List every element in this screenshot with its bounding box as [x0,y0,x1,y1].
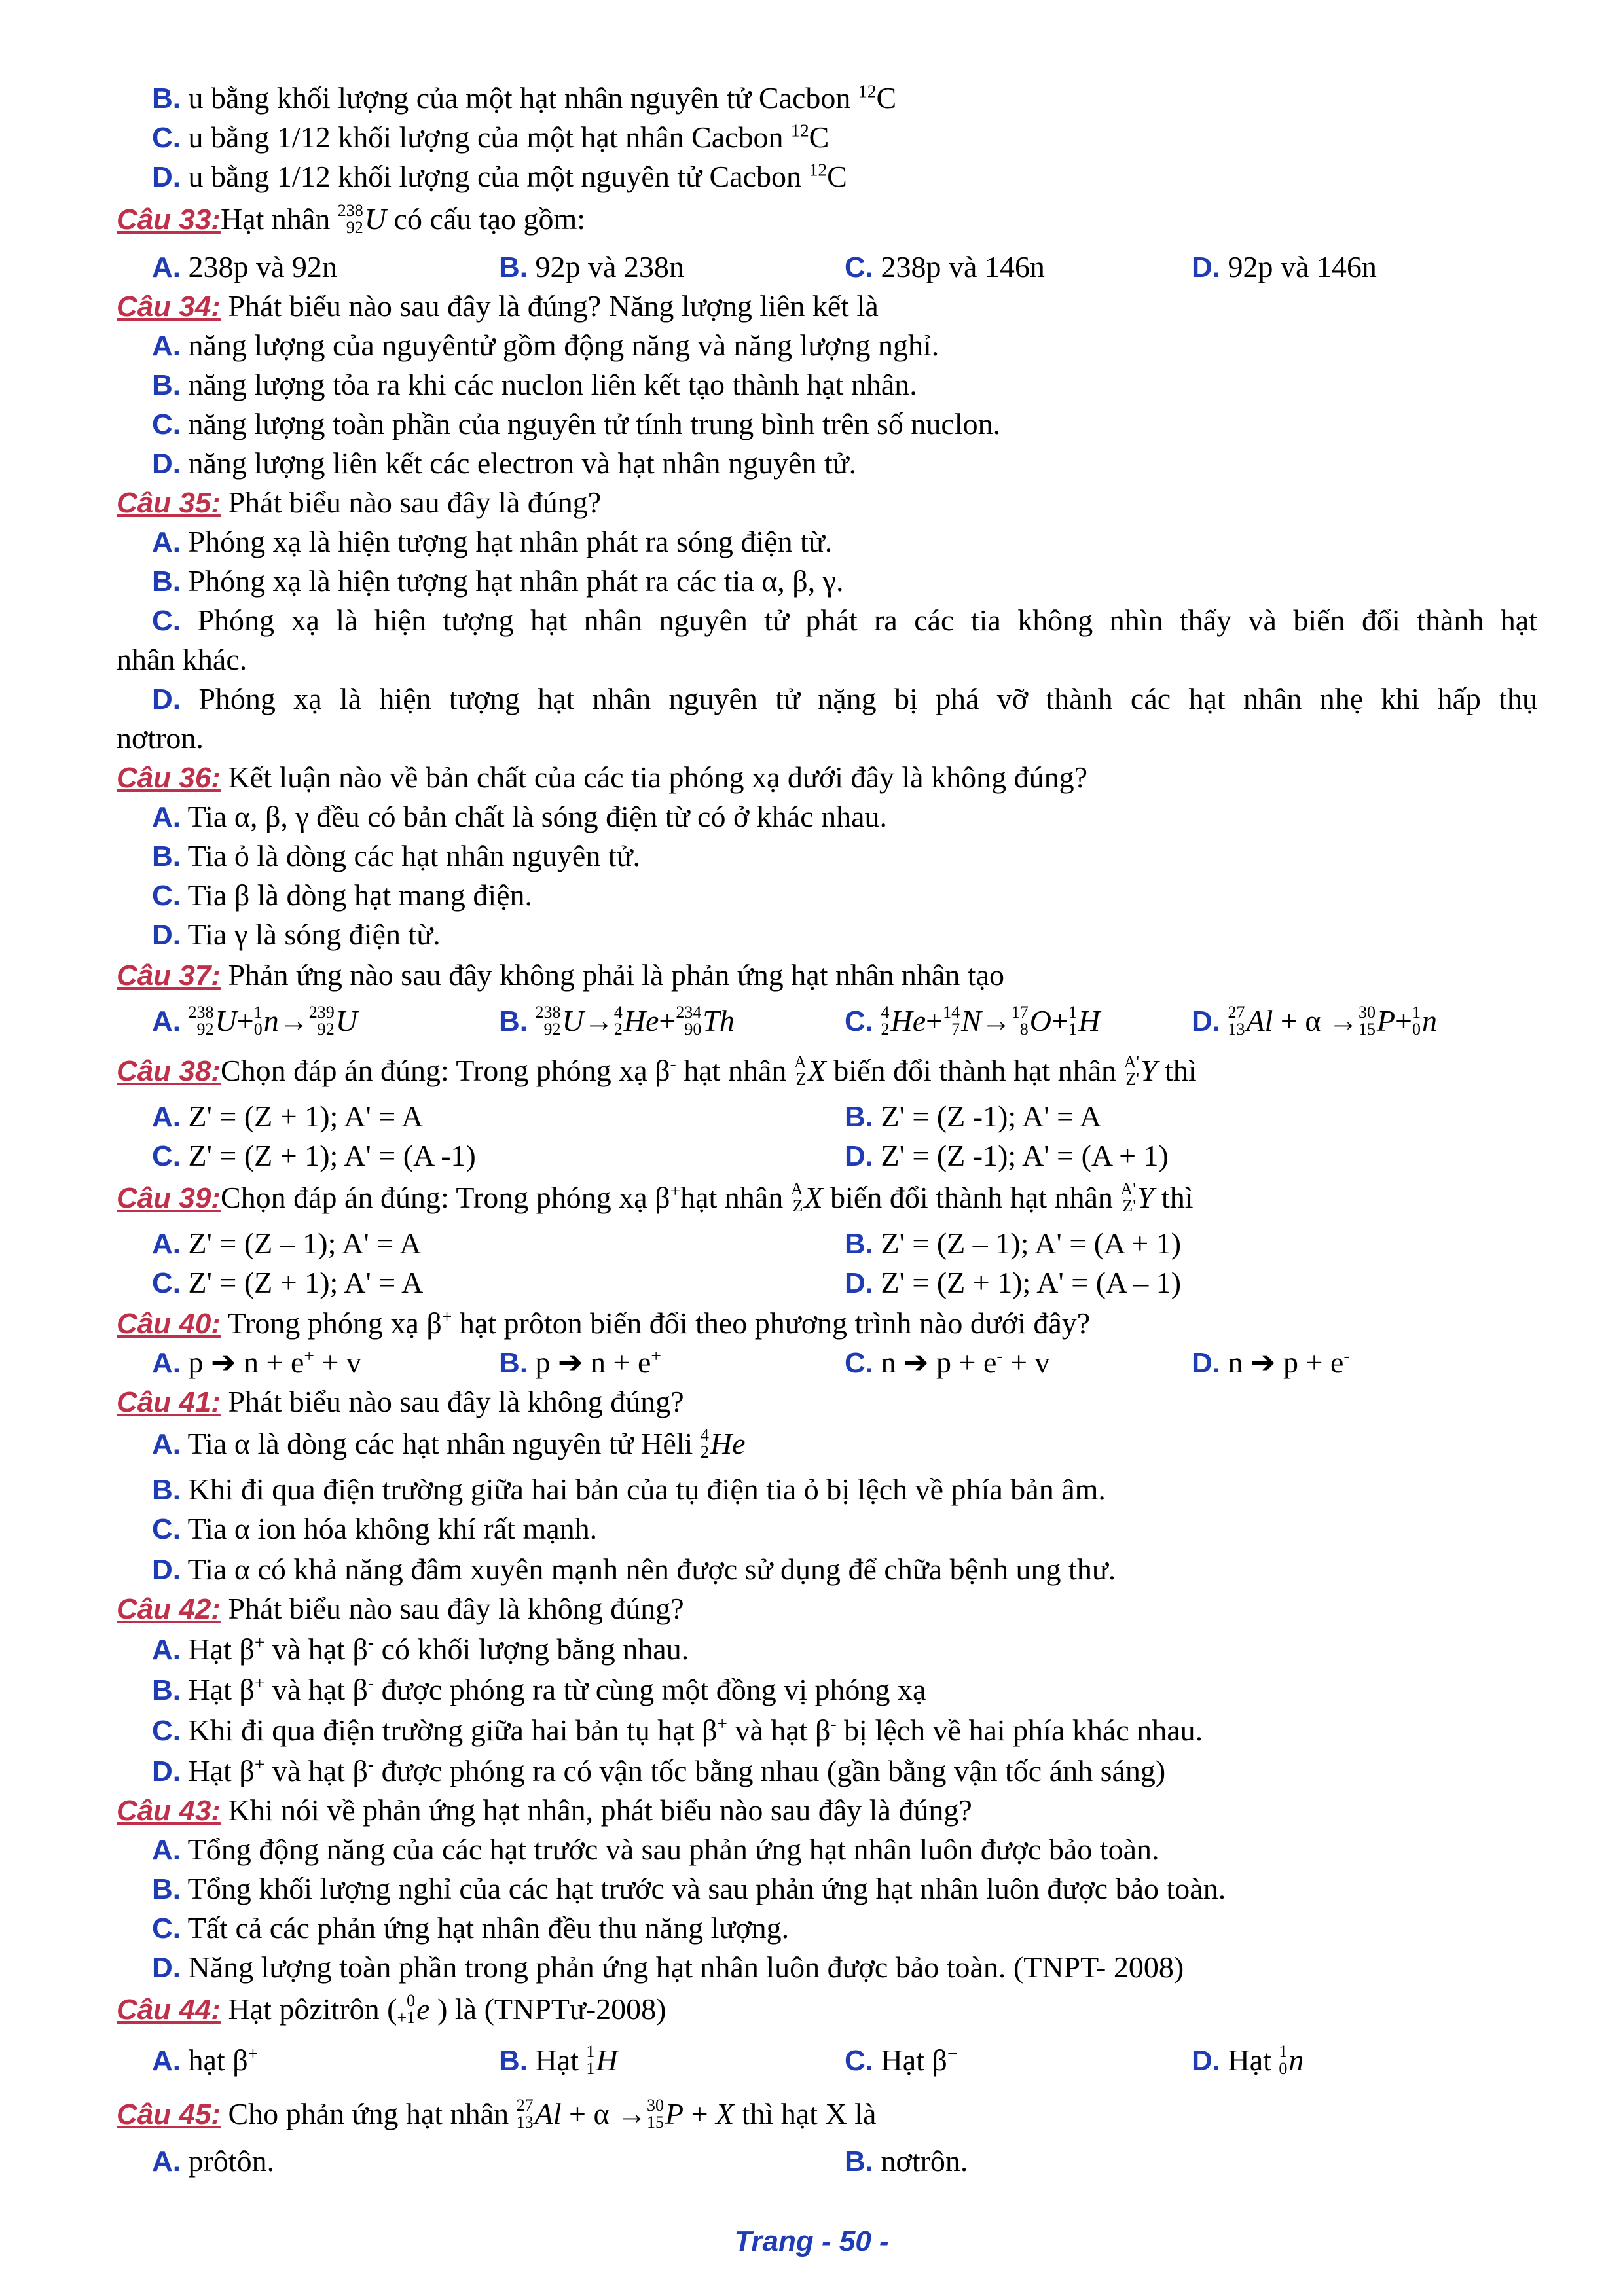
question-37: Câu 37: Phản ứng nào sau đây không phải là phản ứng hạt nhân nhân tạo [117,958,1005,992]
option-a: A. Hạt β+ và hạt β- có khối lượng bằng nhau. [152,1632,689,1666]
question-35: Câu 35: Phát biểu nào sau đây là đúng? [117,486,602,519]
option-b: B. nơtrôn. [845,2144,968,2178]
question-33: Câu 33:Hạt nhân 238 92 U có cấu tạo gồm: [117,200,585,240]
option-d: D. Hạt β+ và hạt β- được phóng ra có vận tốc bằng nhau (gần bằng vận tốc ánh sáng) [152,1753,1166,1787]
option-d: D. Z' = (Z + 1); A' = (A – 1) [845,1266,1182,1299]
option-b: B. Tổng khối lượng nghỉ của các hạt trước và sau phản ứng hạt nhân luôn được bảo toàn. [152,1872,1226,1905]
option-d: D. Năng lượng toàn phần trong phản ứng hạt nhân luôn được bảo toàn. (TNPT- 2008) [152,1950,1184,1984]
option-c: C. Hạt β− [845,2043,958,2077]
option-b: B. năng lượng tỏa ra khi các nuclon liên kết tạo thành hạt nhân. [152,368,917,401]
option-b: B. Z' = (Z -1); A' = A [845,1100,1102,1133]
option-b: B. u bằng khối lượng của một hạt nhân nguyên tử Cacbon $^{12}$C [152,81,897,115]
option-b: B. Tia ỏ là dòng các hạt nhân nguyên tử. [152,839,641,872]
option-a: A. p ➔ n + e+ + v [152,1345,361,1379]
option-c: C. Tất cả các phản ứng hạt nhân đều thu năng lượng. [152,1911,790,1945]
question-41: Câu 41: Phát biểu nào sau đây là không đúng? [117,1385,684,1418]
question-45: Câu 45: Cho phản ứng hạt nhân 27 13 Al + α → 30 15 P + X thì hạt X là [117,2096,877,2132]
nuclide-u238: 238 92 U [337,201,387,238]
option-a: A. prôtôn. [152,2144,275,2178]
option-d: D. Phóng xạ là hiện tượng hạt nhân nguyên tử nặng bị phá vỡ thành các hạt nhân nhẹ khi hấp thụ [152,682,1537,715]
option-b: B. Phóng xạ là hiện tượng hạt nhân phát ra các tia α, β, γ. [152,564,844,598]
option-d: D. 92p và 146n [1192,250,1377,283]
option-a: A. Tổng động năng của các hạt trước và sau phản ứng hạt nhân luôn được bảo toàn. [152,1833,1159,1866]
option-b: B. p ➔ n + e+ [499,1345,661,1379]
question-36: Câu 36: Kết luận nào về bản chất của các tia phóng xạ dưới đây là không đúng? [117,761,1087,794]
question-42: Câu 42: Phát biểu nào sau đây là không đúng? [117,1592,684,1625]
option-a: A. năng lượng của nguyêntử gồm động năng và năng lượng nghỉ. [152,329,939,362]
option-c: C. u bằng 1/12 khối lượng của một hạt nhân Cacbon $^{12}$C [152,120,830,154]
option-c: C. 4 2 He+ 14 7 N→ 17 8 O+ 1 1 H [845,1003,1101,1039]
option-c: C. năng lượng toàn phần của nguyên tử tính trung bình trên số nuclon. [152,407,1001,440]
option-c-continued: nhân khác. [117,643,247,676]
option-d: D. năng lượng liên kết các electron và hạt nhân nguyên tử. [152,446,857,480]
option-c: C. Phóng xạ là hiện tượng hạt nhân nguyên tử phát ra các tia không nhìn thấy và biến đổi thành hạt [152,603,1538,637]
question-34: Câu 34: Phát biểu nào sau đây là đúng? Năng lượng liên kết là [117,289,879,323]
question-40: Câu 40: Trong phóng xạ β+ hạt prôton biến đổi theo phương trình nào dưới đây? [117,1306,1091,1340]
option-c: C. n ➔ p + e- + v [845,1345,1050,1379]
option-d: D. Hạt 1 0 n [1192,2042,1304,2079]
option-d: D. Z' = (Z -1); A' = (A + 1) [845,1139,1169,1172]
option-a: A. Z' = (Z – 1); A' = A [152,1227,422,1260]
option-d-continued: nơtron. [117,721,204,755]
option-a: A. Tia α, β, γ đều có bản chất là sóng điện từ có ở khác nhau. [152,800,888,833]
question-44: Câu 44: Hạt pôzitrôn ( 0 +1 e ) là (TNPTư-2008) [117,1991,666,2028]
option-d: D. n ➔ p + e- [1192,1345,1350,1379]
option-a: A. Phóng xạ là hiện tượng hạt nhân phát ra sóng điện từ. [152,525,833,558]
question-38: Câu 38:Chọn đáp án đúng: Trong phóng xạ β- hạt nhân A Z X biến đổi thành hạt nhân A' Z' Y thì [117,1052,1197,1089]
option-d: D. Tia γ là sóng điện từ. [152,918,441,951]
option-d: D. u bằng 1/12 khối lượng của một nguyên tử Cacbon $^{12}$C [152,159,847,193]
option-c: C. Khi đi qua điện trường giữa hai bản tụ hạt β+ và hạt β- bị lệch về hai phía khác nhau. [152,1713,1203,1747]
option-c: C. Z' = (Z + 1); A' = (A -1) [152,1139,476,1172]
option-b: B. Hạt β+ và hạt β- được phóng ra từ cùng một đồng vị phóng xạ [152,1672,926,1706]
option-b: B. Z' = (Z – 1); A' = (A + 1) [845,1227,1182,1260]
option-b: B. 238 92 U→ 4 2 He+ 234 90 Th [499,1003,735,1039]
option-c: C. 238p và 146n [845,250,1045,283]
question-43: Câu 43: Khi nói về phản ứng hạt nhân, phát biểu nào sau đây là đúng? [117,1793,972,1827]
option-b: B. 92p và 238n [499,250,684,283]
option-a: A. Z' = (Z + 1); A' = A [152,1100,424,1133]
option-b: B. Khi đi qua điện trường giữa hai bản của tụ điện tia ỏ bị lệch về phía bản âm. [152,1473,1106,1506]
option-c: C. Z' = (Z + 1); A' = A [152,1266,424,1299]
option-b: B. Hạt 1 1 H [499,2042,618,2079]
question-39: Câu 39:Chọn đáp án đúng: Trong phóng xạ β+hạt nhân A Z X biến đổi thành hạt nhân A' Z' Y thì [117,1179,1194,1216]
option-a: A. hạt β+ [152,2043,259,2077]
page-number: Trang - 50 - [734,2225,889,2257]
option-d: D. Tia α có khả năng đâm xuyên mạnh nên được sử dụng để chữa bệnh ung thư. [152,1552,1116,1586]
option-a: A. 238 92 U+ 1 0 n→ 239 92 U [152,1003,357,1039]
option-c: C. Tia α ion hóa không khí rất mạnh. [152,1512,598,1545]
option-d: D. 27 13 Al + α → 30 15 P+ 1 0 n [1192,1003,1437,1039]
option-a: A. 238p và 92n [152,250,337,283]
option-c: C. Tia β là dòng hạt mang điện. [152,878,533,912]
option-a: A. Tia α là dòng các hạt nhân nguyên tử Hêli 4 2 He [152,1426,746,1462]
